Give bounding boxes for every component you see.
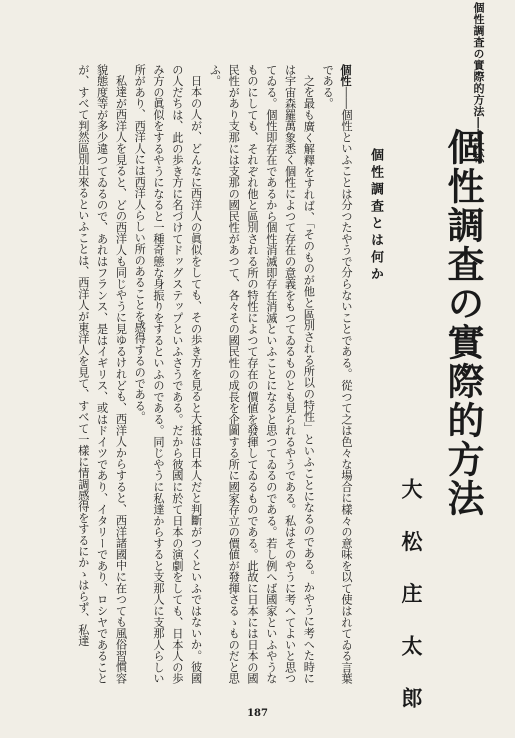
running-header: 個性調査の實際的方法――大松 [472, 2, 485, 163]
body-paragraph: 之を最も廣く解釋をすれば、「そのものが他と區別される所以の特性」といふことになるのである。かやうに考へた時には宇宙森羅萬象悉く個性によつて存在の意義をもつてゐるものとも見られるやうである。私はそのやうに考へてよいと思つてゐる。個性即存在であるから個性消滅即存在消滅といふことになると思つてゐるのである。若し例へば國家といふやうなものにしても、それぞれ他と區別される所の特性によつて存在の價値を發揮してゐるものである。此故に日本には日本の國民性があり支那には支那の國民性があつて、各々その國民性の成長を企圖する所に國家存立の價値が發揮さるゝものだと思ふ。 [208, 64, 316, 684]
body-paragraph [317, 64, 355, 684]
body-paragraph: 日本の人が、どんなに西洋人の眞似をしても、その歩き方を見ると大抵は日本人だと判斷がつくといふではないか。彼國の人だちは、此の歩き方に名づけてドッグステップといふさうである。だから彼國に於て日本の演劇をしても、日本人の歩み方の眞似をするやうになると一種奇態な身振りをするといふのである。同じやうに私達からすると支那人に支那人らしい所があり、西洋人には西洋人らしい所のあることを感得するのである。 [133, 64, 203, 684]
article-title: 個性調査の實際的方法 [441, 128, 485, 518]
section-heading: 個性調査とは何か [368, 148, 383, 284]
body-paragraph: 私達が西洋人を見ると、どの西洋人も同じやうに見ゆるけれども、西洋人からすると、西洋諸國中に在つても風俗習慣容貌態度等が多少違つてゐるので、あれはフランス、是はイギリス、或はドイツであり、イタリーであり、ロシヤであることが、すべて判然區別出來るといふことは、西洋人が東洋人を見て、すべて一樣に情調感得をするにかゝはらず、私達 [76, 64, 128, 684]
paragraph-text: ――個性といふことは分つたやうで分らないことである。從つて之は色々な場合に樣々の意味を以て使はれてゐる言葉である。 [321, 64, 353, 684]
author-name: 大 松 庄 太 郎 [399, 478, 424, 721]
body-text [35, 64, 355, 684]
lead-term: 個性 [339, 64, 353, 87]
page-number: 187 [247, 708, 268, 719]
